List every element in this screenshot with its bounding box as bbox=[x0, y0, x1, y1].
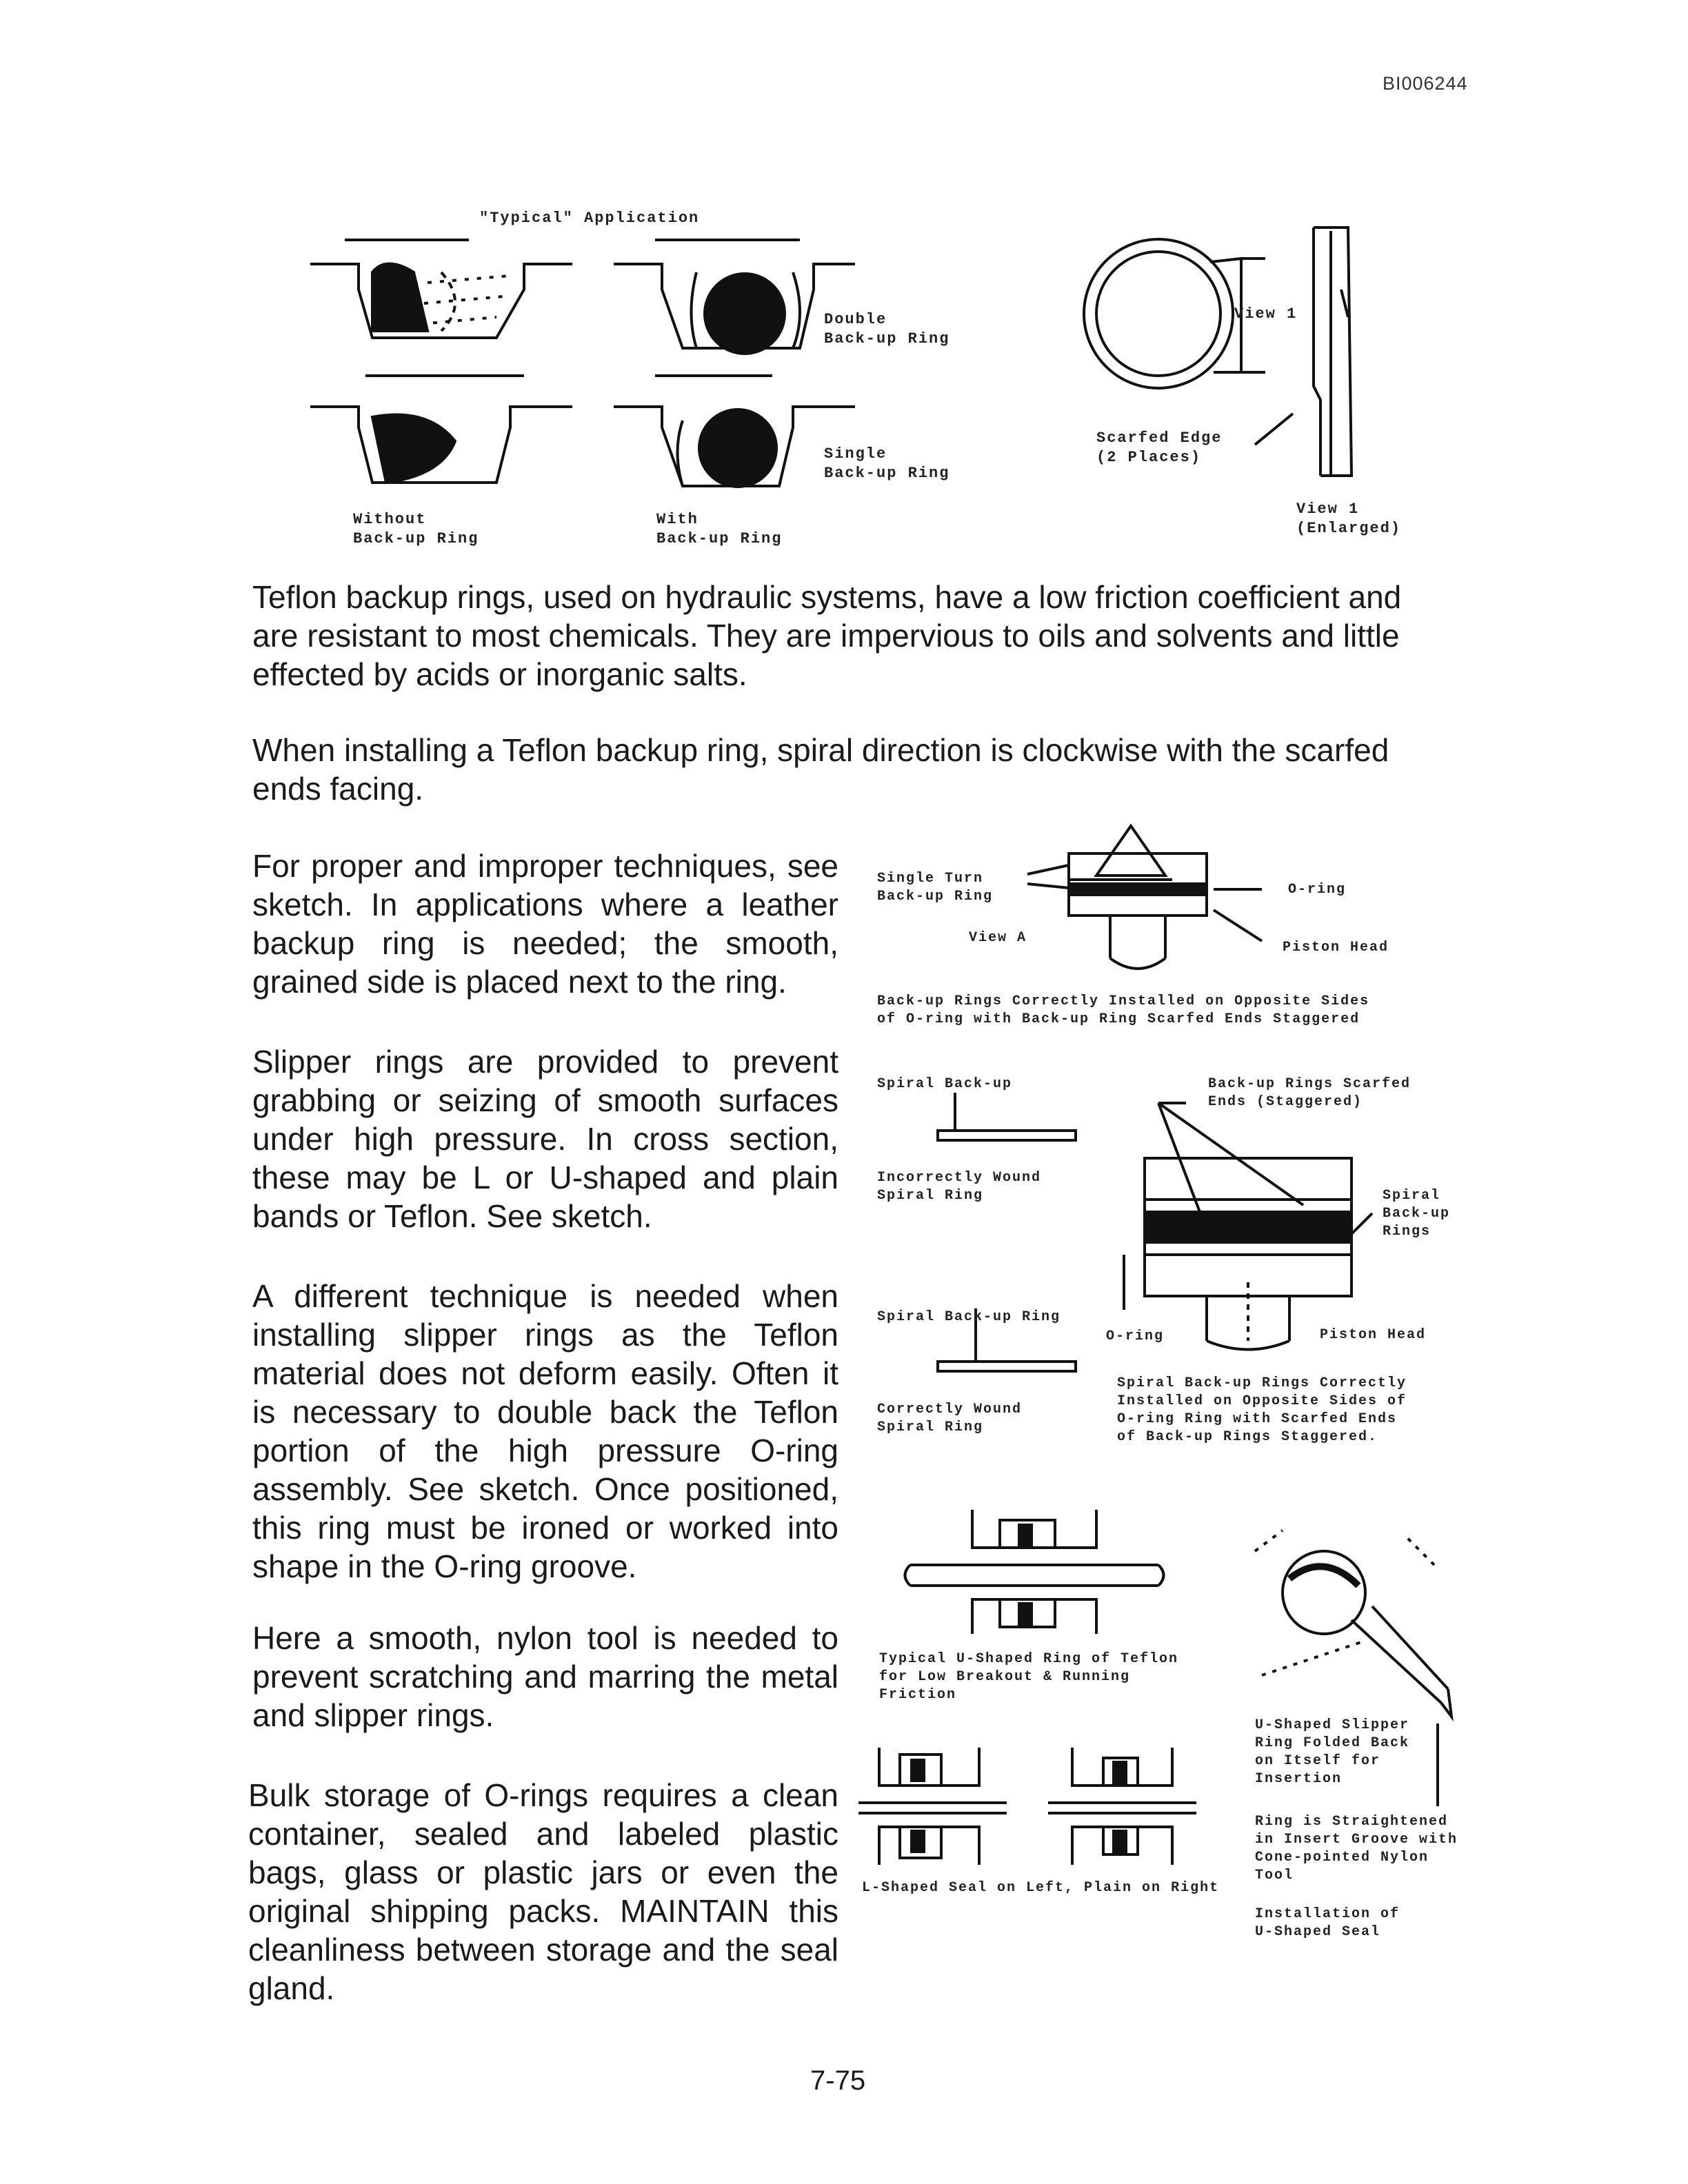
straightened-label: Ring is Straightened in Insert Groove with Cone-pointed Nylon Tool bbox=[1255, 1814, 1458, 1883]
paragraph-text: Teflon backup rings, used on hydraulic systems, have a low friction coefficient and are resistant to most chemicals. They are impervious to oils and solvents and little effected by acids or inorganic salts. bbox=[252, 579, 1402, 692]
with-backup-label: With Back-up Ring bbox=[656, 511, 783, 547]
paragraph-text: A different technique is needed when installing slipper rings as the Teflon material does not deform easily. Often it is necessary to double back the Teflon portion of the high pressure O-ring assembly. See sketch. Once positioned, this ring must be ironed or worked into shape in the O-ring groove. bbox=[252, 1278, 838, 1584]
paragraph-text: When installing a Teflon backup ring, spiral direction is clockwise with the scarfed ends facing. bbox=[252, 732, 1389, 807]
u-shaped-caption: Typical U-Shaped Ring of Teflon for Low Breakout & Running Friction bbox=[879, 1651, 1179, 1703]
single-backup-label: Single Back-up Ring bbox=[824, 445, 950, 482]
typical-application-label: "Typical" Application bbox=[479, 210, 700, 227]
paragraph-text: Bulk storage of O-rings requires a clean container, sealed and labeled plastic bags, glass or plastic jars or even the original shipping packs. MAINTAIN this cleanliness between storage and the seal gland. bbox=[248, 1777, 838, 2006]
spiral-o-ring-label: O-ring bbox=[1106, 1328, 1165, 1344]
scarfed-ends-label: Back-up Rings Scarfed Ends (Staggered) bbox=[1208, 1076, 1411, 1110]
single-turn-label: Single Turn Back-up Ring bbox=[877, 871, 994, 904]
incorrectly-wound-label: Incorrectly Wound Spiral Ring bbox=[877, 1170, 1042, 1204]
spiral-piston-head-label: Piston Head bbox=[1320, 1327, 1427, 1343]
scarfed-edge-label: Scarfed Edge (2 Places) bbox=[1096, 429, 1223, 466]
piston-head-label: Piston Head bbox=[1283, 940, 1389, 956]
view-1-label: View 1 bbox=[1234, 305, 1298, 323]
view-a-label: View A bbox=[969, 930, 1027, 946]
view-a-caption: Back-up Rings Correctly Installed on Opposite Sides of O-ring with Back-up Ring Scarfed Ends Staggered bbox=[877, 993, 1370, 1027]
double-backup-label: Double Back-up Ring bbox=[824, 311, 950, 347]
o-ring-label: O-ring bbox=[1288, 882, 1347, 898]
view-1-enlarged-label: View 1 (Enlarged) bbox=[1296, 501, 1402, 537]
spiral-rings-label: Spiral Back-up Rings bbox=[1383, 1188, 1451, 1240]
spiral-backup-label: Spiral Back-up bbox=[877, 1076, 1013, 1092]
without-backup-label: Without Back-up Ring bbox=[353, 511, 479, 547]
spiral-backup-ring-label: Spiral Back-up Ring bbox=[877, 1309, 1061, 1325]
document-id: BI006244 bbox=[1383, 73, 1468, 94]
paragraph-text: Here a smooth, nylon tool is needed to prevent scratching and marring the metal and slipper rings. bbox=[252, 1620, 838, 1733]
l-shaped-caption: L-Shaped Seal on Left, Plain on Right bbox=[862, 1880, 1220, 1896]
paragraph-text: For proper and improper techniques, see sketch. In applications where a leather backup ring is needed; the smooth, grained side is placed next to the ring. bbox=[252, 848, 838, 1000]
installation-label: Installation of U-Shaped Seal bbox=[1255, 1906, 1400, 1940]
spiral-caption: Spiral Back-up Rings Correctly Installed on Opposite Sides of O-ring Ring with Scarfed Ends of Back-up Rings Staggered. bbox=[1117, 1375, 1407, 1445]
page-number: 7-75 bbox=[810, 2065, 866, 2096]
paragraph-text: Slipper rings are provided to prevent grabbing or seizing of smooth surfaces under high pressure. In cross section, these may be L or U-shaped and plain bands or Teflon. See sketch. bbox=[252, 1044, 838, 1234]
folded-back-label: U-Shaped Slipper Ring Folded Back on Itself for Insertion bbox=[1255, 1717, 1410, 1787]
correctly-wound-label: Correctly Wound Spiral Ring bbox=[877, 1402, 1023, 1435]
